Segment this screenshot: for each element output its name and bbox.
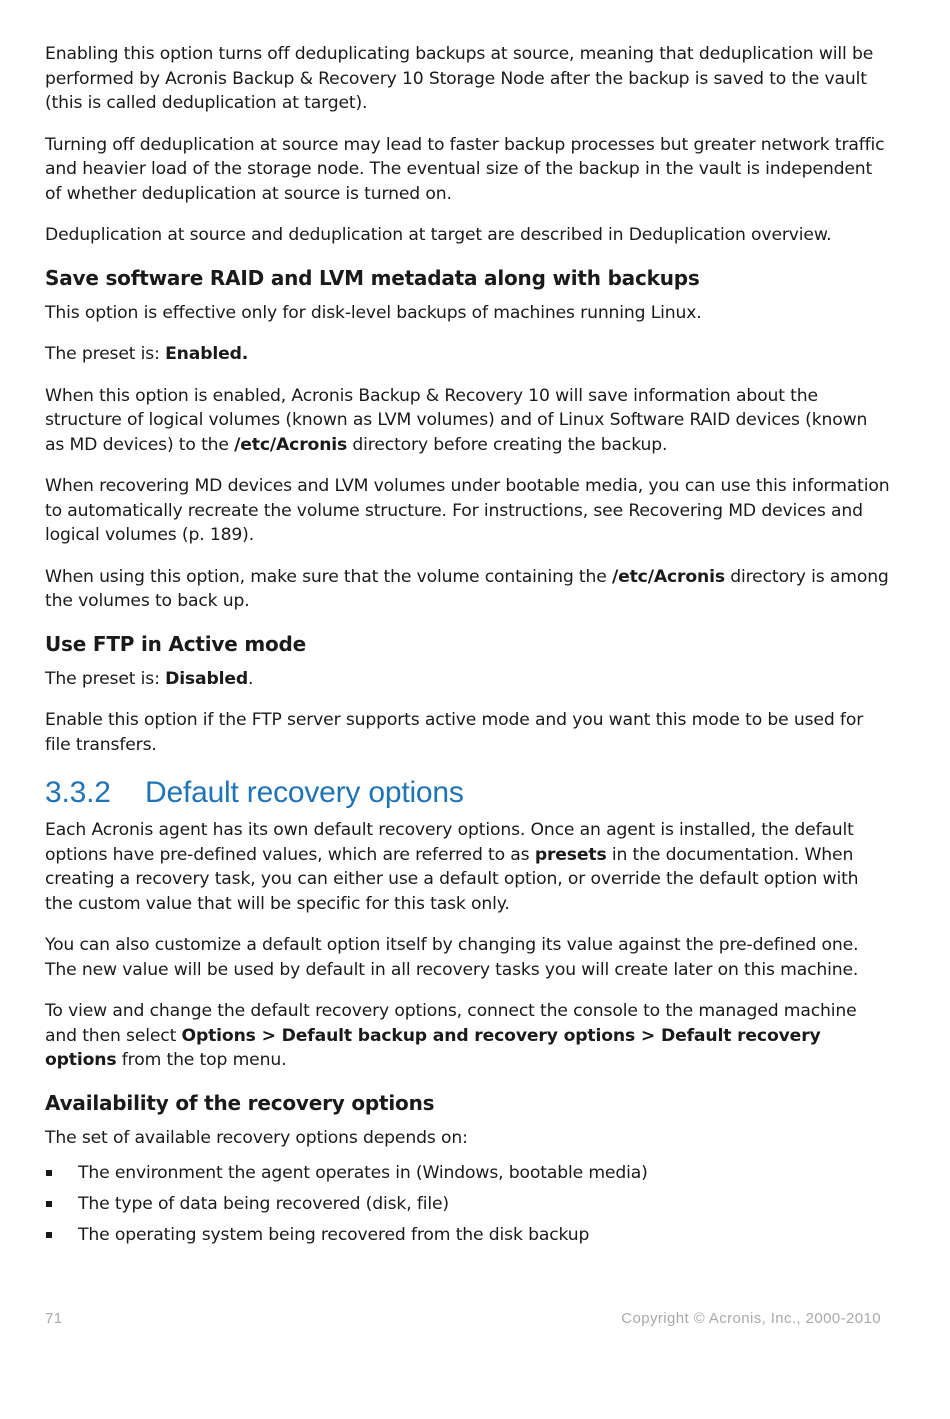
page-footer bbox=[45, 1310, 881, 1327]
list-item bbox=[45, 1223, 890, 1248]
section-p1-text-a: Each Acronis agent has its own default recovery options. Once an agent is installed, the default options have pre-defined values, which are referred to as bbox=[45, 820, 854, 865]
section-paragraph-1 bbox=[45, 818, 890, 916]
section-paragraph-2: You can also customize a default option itself by changing its value against the pre-defined one. The new value will be used by default in all recovery tasks you will create later on this machine. bbox=[45, 935, 859, 980]
ftp-preset bbox=[45, 667, 890, 692]
section-p3-text-b: from the top menu. bbox=[116, 1050, 287, 1070]
raid-paragraph-5 bbox=[45, 565, 890, 614]
intro-paragraph-3: Deduplication at source and deduplication at target are described in Deduplication overview. bbox=[45, 225, 832, 245]
list-item-text: The type of data being recovered (disk, file) bbox=[78, 1194, 449, 1214]
section-title-text: Default recovery options bbox=[145, 776, 464, 809]
raid-p5-text-b: directory is among the volumes to back up. bbox=[45, 566, 889, 611]
ftp-preset-value: Disabled bbox=[165, 668, 249, 689]
page-number: 71 bbox=[45, 1310, 63, 1327]
raid-p3-path: /etc/Acronis bbox=[234, 434, 348, 455]
section-p1-bold: presets bbox=[534, 844, 607, 865]
section-p3-menu-path: Options > Default backup and recovery options > Default recovery options bbox=[45, 1025, 821, 1070]
list-item bbox=[45, 1192, 890, 1217]
raid-p5-path: /etc/Acronis bbox=[611, 566, 725, 587]
ftp-preset-label: The preset is: bbox=[45, 668, 166, 689]
copyright-notice: Copyright © Acronis, Inc., 2000-2010 bbox=[621, 1310, 881, 1327]
raid-p5-text-a: When using this option, make sure that the volume containing the bbox=[45, 566, 612, 587]
raid-p3-text-b: directory before creating the backup. bbox=[347, 434, 668, 455]
document-page bbox=[45, 42, 890, 1254]
square-bullet-icon bbox=[46, 1170, 52, 1176]
section-title bbox=[45, 776, 890, 810]
raid-paragraph-4: When recovering MD devices and LVM volumes under bootable media, you can use this information to automatically recreate the volume structure. For instructions, see Recovering MD devices and logical volumes (p. 189). bbox=[45, 476, 890, 545]
availability-heading: Availability of the recovery options bbox=[45, 1090, 435, 1115]
list-item-text: The environment the agent operates in (Windows, bootable media) bbox=[78, 1163, 648, 1183]
raid-preset bbox=[45, 342, 890, 367]
raid-p3-text-a: When this option is enabled, Acronis Backup & Recovery 10 will save information about the structure of logical volumes (known as LVM volumes) and of Linux Software RAID devices (known as MD devices) to the bbox=[45, 385, 868, 455]
availability-paragraph-1: The set of available recovery options depends on: bbox=[45, 1127, 468, 1148]
intro-paragraph-1: Enabling this option turns off deduplicating backups at source, meaning that deduplication will be performed by Acronis Backup & Recovery 10 Storage Node after the backup is saved to the vault (this is called deduplication at target). bbox=[45, 44, 874, 113]
square-bullet-icon bbox=[46, 1201, 52, 1207]
raid-preset-value: Enabled. bbox=[165, 344, 249, 364]
section-paragraph-3 bbox=[45, 999, 890, 1073]
intro-paragraph-2: Turning off deduplication at source may lead to faster backup processes but greater network traffic and heavier load of the storage node. The eventual size of the backup in the vault is independent of whether deduplication at source is turned on. bbox=[45, 134, 885, 204]
section-p3-text-a: To view and change the default recovery options, connect the console to the managed machine and then select bbox=[45, 1001, 857, 1046]
square-bullet-icon bbox=[46, 1232, 52, 1238]
list-item bbox=[45, 1161, 890, 1186]
raid-paragraph-1: This option is effective only for disk-level backups of machines running Linux. bbox=[45, 302, 702, 323]
ftp-heading: Use FTP in Active mode bbox=[45, 631, 307, 656]
raid-preset-label: The preset is: bbox=[45, 344, 166, 364]
section-p1-text-b: in the documentation. When creating a recovery task, you can either use a default option, or override the default option with the custom value that will be specific for this task only. bbox=[45, 844, 859, 914]
ftp-preset-end: . bbox=[248, 668, 254, 689]
ftp-paragraph-2: Enable this option if the FTP server supports active mode and you want this mode to be used for file transfers. bbox=[45, 710, 864, 755]
list-item-text: The operating system being recovered from the disk backup bbox=[78, 1225, 590, 1245]
section-number: 3.3.2 bbox=[45, 776, 111, 809]
raid-heading: Save software RAID and LVM metadata along with backups bbox=[45, 265, 700, 290]
raid-paragraph-3 bbox=[45, 384, 890, 458]
availability-list bbox=[45, 1161, 890, 1248]
